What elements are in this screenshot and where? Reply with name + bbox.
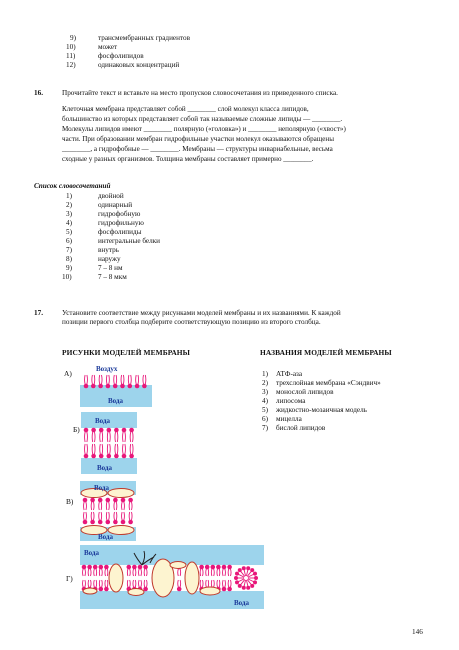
lipid-head xyxy=(227,587,232,592)
list-number: 4) xyxy=(66,219,72,227)
water-label: Вода xyxy=(95,417,111,425)
lipid-head xyxy=(84,428,89,433)
list-item: фосфолипиды xyxy=(98,228,142,236)
lipid-head xyxy=(235,580,239,584)
lipid-head xyxy=(142,384,147,389)
list-number: 7) xyxy=(66,246,72,254)
lipid-tail xyxy=(94,512,95,520)
lipid-head xyxy=(99,428,104,433)
list-number: 9) xyxy=(66,264,72,272)
list-number: 2) xyxy=(66,201,72,209)
list-item: гидрофильную xyxy=(98,219,144,227)
question-number: 16. xyxy=(34,89,43,97)
lipid-head xyxy=(122,454,127,459)
lipid-head xyxy=(99,454,104,459)
list-item: одинарный xyxy=(98,201,133,209)
lipid-tail xyxy=(125,444,126,454)
lipid-tail xyxy=(115,432,116,442)
lipid-tail xyxy=(92,375,93,384)
list-number: 10) xyxy=(62,273,72,281)
water-label: Вода xyxy=(97,464,113,472)
lipid-head xyxy=(135,384,140,389)
list-number: 4) xyxy=(262,397,268,405)
lipid-tail xyxy=(92,444,93,454)
water-label: Вода xyxy=(94,484,110,492)
lipid-tail xyxy=(123,375,124,384)
text-line: Клеточная мембрана представляет собой ________ слой молекул класса липидов, xyxy=(62,105,309,113)
peripheral-protein xyxy=(128,589,144,596)
lipid-tail xyxy=(101,512,102,520)
list-number: 11) xyxy=(66,52,76,60)
lipid-tail xyxy=(143,375,144,384)
question-prompt: Прочитайте текст и вставьте на место пропусков словосочетания из приведенного списка. xyxy=(62,89,338,97)
lipid-head xyxy=(127,565,132,570)
lipid-head xyxy=(98,384,103,389)
lipid-tail xyxy=(145,375,146,384)
lipid-head xyxy=(143,565,148,570)
lipid-head xyxy=(106,384,111,389)
list-number: 6) xyxy=(66,237,72,245)
lipid-tail xyxy=(129,502,130,510)
text-line: большинство из которых представляет собой так называемые сложные липиды — ________. xyxy=(62,115,343,123)
lipid-tail xyxy=(128,375,129,384)
lipid-head xyxy=(211,565,216,570)
lipid-head xyxy=(83,520,88,525)
protein-layer xyxy=(108,489,134,498)
list-item: трехслойная мембрана «Сэндвич» xyxy=(276,379,381,387)
lipid-head xyxy=(128,498,133,503)
list-number: 6) xyxy=(262,415,268,423)
lipid-tail xyxy=(94,375,95,384)
list-number: 1) xyxy=(262,370,268,378)
list-number: 1) xyxy=(66,192,72,200)
lipid-head xyxy=(104,565,109,570)
page-number: 146 xyxy=(412,628,423,636)
lipid-head xyxy=(114,428,119,433)
lipid-head xyxy=(253,580,257,584)
lipid-head xyxy=(129,428,134,433)
lipid-tail xyxy=(107,432,108,442)
list-item: жидкостно-мозаичная модель xyxy=(276,406,367,414)
water-label: Вода xyxy=(108,397,124,405)
column-header-figures: РИСУНКИ МОДЕЛЕЙ МЕМБРАНЫ xyxy=(62,348,191,357)
figure-label-d: Г) xyxy=(66,574,73,583)
lipid-tail xyxy=(116,375,117,384)
lipid-tail xyxy=(106,502,107,510)
lipid-tail xyxy=(109,512,110,520)
lipid-head xyxy=(104,587,109,592)
lipid-tail xyxy=(123,444,124,454)
list-item: 7 – 8 мкм xyxy=(98,273,127,281)
lipid-tail xyxy=(84,512,85,520)
lipid-tail xyxy=(132,502,133,510)
water-label: Вода xyxy=(234,599,250,607)
lipid-head xyxy=(114,454,119,459)
lipid-tail xyxy=(109,502,110,510)
list-number: 12) xyxy=(66,61,76,69)
peripheral-protein xyxy=(200,587,220,595)
list-item: АТФ-аза xyxy=(276,370,303,378)
lipid-tail xyxy=(114,375,115,384)
lipid-tail xyxy=(121,375,122,384)
lipid-tail xyxy=(114,512,115,520)
lipid-tail xyxy=(95,432,96,442)
lipid-tail xyxy=(85,432,86,442)
lipid-tail xyxy=(133,432,134,442)
lipid-tail xyxy=(117,432,118,442)
figure-label-a: А) xyxy=(64,369,72,378)
lipid-tail xyxy=(123,432,124,442)
lipid-head xyxy=(227,565,232,570)
lipid-head xyxy=(120,384,125,389)
lipid-tail xyxy=(114,502,115,510)
lipid-head xyxy=(93,565,98,570)
lipid-tail xyxy=(85,375,86,384)
list-item: 7 – 8 нм xyxy=(98,264,123,272)
lipid-head xyxy=(99,565,104,570)
water-label: Вода xyxy=(98,533,114,541)
list-number: 9) xyxy=(70,34,76,42)
lipid-bilayer xyxy=(84,428,134,459)
lipid-head xyxy=(121,498,126,503)
lipid-head xyxy=(122,428,127,433)
list-item: монослой липидов xyxy=(276,388,334,396)
lipid-head xyxy=(87,565,92,570)
list-item: наружу xyxy=(98,255,121,263)
lipid-tail xyxy=(91,502,92,510)
lipid-tail xyxy=(85,444,86,454)
lipid-tail xyxy=(124,512,125,520)
lipid-tail xyxy=(136,375,137,384)
lipid-tail xyxy=(102,444,103,454)
figure-monolayer xyxy=(80,361,152,407)
lipid-head xyxy=(91,454,96,459)
lipid-tail xyxy=(138,375,139,384)
list-item: двойной xyxy=(98,192,124,200)
figure-sandwich xyxy=(80,481,136,541)
lipid-head xyxy=(132,565,137,570)
lipid-tail xyxy=(116,502,117,510)
peripheral-protein xyxy=(83,588,97,594)
lipid-head xyxy=(107,454,112,459)
list-item: мицелла xyxy=(276,415,302,423)
question-number: 17. xyxy=(34,309,43,317)
lipid-tail xyxy=(125,432,126,442)
lipid-head xyxy=(107,428,112,433)
lipid-head xyxy=(199,565,204,570)
list-number: 2) xyxy=(262,379,268,387)
text-line: ________, а гидрофобные — ________. Мембраны — структуры инвариабельные, весьма xyxy=(62,145,333,153)
lipid-tail xyxy=(107,444,108,454)
list-item: фосфолипидов xyxy=(98,52,144,60)
lipid-head xyxy=(121,520,126,525)
figure-fluid-mosaic xyxy=(80,545,264,609)
lipid-head xyxy=(205,565,210,570)
lipid-tail xyxy=(91,512,92,520)
list-item: гидрофобную xyxy=(98,210,141,218)
lipid-tail xyxy=(122,502,123,510)
lipid-head xyxy=(138,565,143,570)
lipid-tail xyxy=(106,512,107,520)
lipid-tail xyxy=(87,444,88,454)
lipid-head xyxy=(128,384,133,389)
peripheral-protein xyxy=(170,562,186,569)
lipid-tail xyxy=(102,432,103,442)
question-prompt: позиции первого столбца подберите соответствующую позицию из второго столбца. xyxy=(62,318,321,326)
lipid-tail xyxy=(130,432,131,442)
lipid-tail xyxy=(86,502,87,510)
figure-label-b: Б) xyxy=(73,425,80,434)
integral-protein xyxy=(185,562,199,594)
lipid-head xyxy=(113,384,118,389)
lipid-tail xyxy=(100,432,101,442)
lipid-tail xyxy=(116,512,117,520)
lipid-tail xyxy=(132,512,133,520)
lipid-tail xyxy=(99,502,100,510)
text-line: Молекулы липидов имеют ________ полярную («головка») и ________ неполярную («хвост») xyxy=(62,125,346,133)
lipid-tail xyxy=(87,375,88,384)
lipid-head xyxy=(84,384,89,389)
list-number: 5) xyxy=(66,228,72,236)
lipid-head xyxy=(113,520,118,525)
list-number: 3) xyxy=(66,210,72,218)
list-item: может xyxy=(98,43,118,51)
lipid-tail xyxy=(122,512,123,520)
lipid-tail xyxy=(124,502,125,510)
list-number: 3) xyxy=(262,388,268,396)
lipid-head xyxy=(98,498,103,503)
lipid-tail xyxy=(102,375,103,384)
lipid-tail xyxy=(129,512,130,520)
lipid-tail xyxy=(110,432,111,442)
lipid-tail xyxy=(99,512,100,520)
column-header-names: НАЗВАНИЯ МОДЕЛЕЙ МЕМБРАНЫ xyxy=(260,348,392,357)
lipid-tail xyxy=(110,444,111,454)
lipid-tail xyxy=(101,502,102,510)
question-prompt: Установите соответствие между рисунками моделей мембраны и их названиями. К каждой xyxy=(62,309,341,317)
list-number: 8) xyxy=(66,255,72,263)
lipid-head xyxy=(90,520,95,525)
lipid-tail xyxy=(130,444,131,454)
figure-label-c: В) xyxy=(66,497,74,506)
integral-protein xyxy=(109,564,123,592)
lipid-head xyxy=(253,572,257,576)
list-item: бислой липидов xyxy=(276,424,326,432)
lipid-head xyxy=(91,428,96,433)
lipid-head xyxy=(106,498,111,503)
lipid-tail xyxy=(95,444,96,454)
lipid-head xyxy=(84,454,89,459)
lipid-tail xyxy=(133,444,134,454)
lipid-head xyxy=(222,587,227,592)
lipid-head xyxy=(129,454,134,459)
list-item: одинаковых концентраций xyxy=(98,61,180,69)
lipid-tail xyxy=(94,502,95,510)
lipid-tail xyxy=(100,444,101,454)
lipid-tail xyxy=(131,375,132,384)
list-item: трансмембранных градиентов xyxy=(98,34,190,42)
list-item: липосома xyxy=(276,397,306,405)
air-label: Воздух xyxy=(96,365,118,373)
lipid-tail xyxy=(92,432,93,442)
lipid-tail xyxy=(86,512,87,520)
lipid-head xyxy=(98,520,103,525)
lipid-bilayer xyxy=(83,498,133,525)
lipid-tail xyxy=(99,375,100,384)
lipid-head xyxy=(91,384,96,389)
lipid-head xyxy=(82,565,87,570)
lipid-head xyxy=(83,498,88,503)
figure-bilayer xyxy=(81,412,137,474)
lipid-head xyxy=(99,587,104,592)
list-item: интегральные белки xyxy=(98,237,161,245)
lipid-tail xyxy=(117,444,118,454)
lipid-tail xyxy=(115,444,116,454)
lipid-head xyxy=(177,587,182,592)
lipid-head xyxy=(128,520,133,525)
list-number: 10) xyxy=(66,43,76,51)
water-label: Вода xyxy=(84,549,100,557)
list-number: 7) xyxy=(262,424,268,432)
list-number: 5) xyxy=(262,406,268,414)
lipid-head xyxy=(235,572,239,576)
lipid-tail xyxy=(87,432,88,442)
lipid-head xyxy=(222,565,227,570)
lipid-tail xyxy=(106,375,107,384)
text-line: части. При образовании мембран гидрофильные участки молекул оказываются обращены xyxy=(62,135,334,143)
lipid-head xyxy=(113,498,118,503)
lipid-head xyxy=(216,565,221,570)
lipid-tail xyxy=(109,375,110,384)
lipid-row xyxy=(84,375,147,388)
lipid-head xyxy=(90,498,95,503)
lipid-tail xyxy=(84,502,85,510)
list-item: внутрь xyxy=(98,246,119,254)
lipid-head xyxy=(106,520,111,525)
text-line: сходные у разных организмов. Толщина мембраны составляет примерно ________. xyxy=(62,155,314,163)
list-title: Список словосочетаний xyxy=(34,182,111,190)
